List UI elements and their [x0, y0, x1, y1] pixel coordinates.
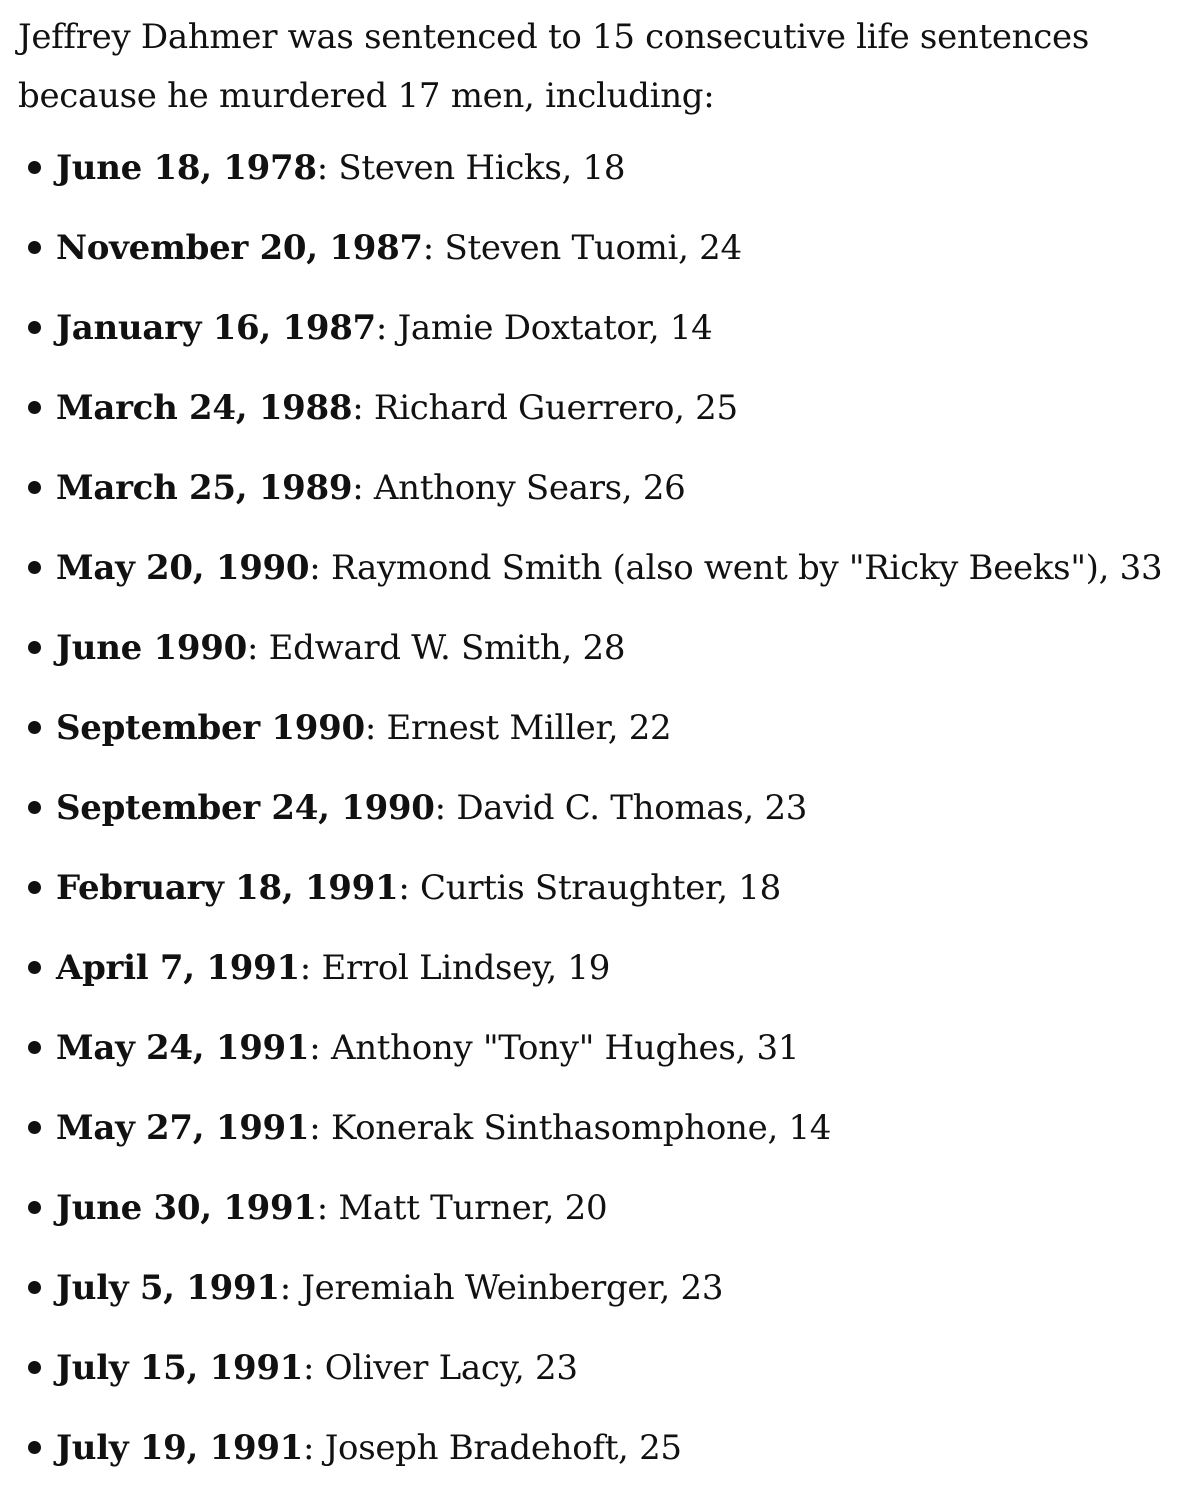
victim-details: : Jeremiah Weinberger, 23 — [279, 1268, 724, 1308]
list-item — [18, 303, 1182, 383]
victim-details: : Matt Turner, 20 — [316, 1188, 608, 1228]
list-item — [18, 463, 1182, 543]
bullet-icon — [28, 881, 41, 894]
victim-date: January 16, 1987 — [56, 308, 376, 348]
victim-date: June 18, 1978 — [56, 148, 317, 188]
bullet-icon — [28, 641, 41, 654]
victim-details: : Steven Tuomi, 24 — [422, 228, 742, 268]
bullet-icon — [28, 561, 41, 574]
bullet-icon — [28, 321, 41, 334]
list-item — [18, 223, 1182, 303]
victim-date: November 20, 1987 — [56, 228, 423, 268]
victim-date: June 30, 1991 — [56, 1188, 317, 1228]
victim-date: March 25, 1989 — [56, 468, 353, 508]
victim-date: July 15, 1991 — [56, 1348, 304, 1388]
list-item — [18, 863, 1182, 943]
bullet-icon — [28, 1361, 41, 1374]
list-item — [18, 783, 1182, 863]
list-item — [18, 943, 1182, 1023]
victim-date: July 5, 1991 — [56, 1268, 280, 1308]
victim-date: April 7, 1991 — [56, 948, 300, 988]
victim-details: : David C. Thomas, 23 — [434, 788, 808, 828]
list-item — [18, 143, 1182, 223]
victim-details: : Edward W. Smith, 28 — [246, 628, 626, 668]
bullet-icon — [28, 961, 41, 974]
list-item — [18, 703, 1182, 783]
list-item — [18, 1103, 1182, 1183]
bullet-icon — [28, 401, 41, 414]
list-item — [18, 1023, 1182, 1103]
victim-details: : Konerak Sinthasomphone, 14 — [309, 1108, 832, 1148]
victim-date: May 27, 1991 — [56, 1108, 310, 1148]
bullet-icon — [28, 1201, 41, 1214]
bullet-icon — [28, 1121, 41, 1134]
victim-details: : Anthony Sears, 26 — [352, 468, 686, 508]
victim-details: : Errol Lindsey, 19 — [299, 948, 611, 988]
victim-list — [18, 143, 1182, 1503]
victim-date: September 24, 1990 — [56, 788, 435, 828]
bullet-icon — [28, 481, 41, 494]
bullet-icon — [28, 721, 41, 734]
bullet-icon — [28, 161, 41, 174]
victim-date: June 1990 — [56, 628, 247, 668]
intro-paragraph: Jeffrey Dahmer was sentenced to 15 consecutive life sentences because he murdered 17 men, including: — [18, 17, 1089, 116]
list-item — [18, 1423, 1182, 1503]
victim-details: : Jamie Doxtator, 14 — [375, 308, 713, 348]
victim-details: : Curtis Straughter, 18 — [398, 868, 781, 908]
victim-details: : Ernest Miller, 22 — [364, 708, 672, 748]
bullet-icon — [28, 1441, 41, 1454]
victim-date: May 20, 1990 — [56, 548, 310, 588]
victim-date: July 19, 1991 — [56, 1428, 304, 1468]
list-item — [18, 383, 1182, 463]
victim-details: : Raymond Smith (also went by "Ricky Beeks"), 33 — [309, 548, 1163, 588]
victim-date: May 24, 1991 — [56, 1028, 310, 1068]
victim-details: : Joseph Bradehoft, 25 — [303, 1428, 682, 1468]
victim-details: : Richard Guerrero, 25 — [352, 388, 738, 428]
victim-date: September 1990 — [56, 708, 365, 748]
list-item — [18, 1263, 1182, 1343]
list-item — [18, 623, 1182, 703]
victim-date: March 24, 1988 — [56, 388, 353, 428]
victim-date: February 18, 1991 — [56, 868, 399, 908]
bullet-icon — [28, 1041, 41, 1054]
bullet-icon — [28, 241, 41, 254]
victim-details: : Steven Hicks, 18 — [316, 148, 626, 188]
list-item — [18, 1343, 1182, 1423]
list-item — [18, 1183, 1182, 1263]
bullet-icon — [28, 801, 41, 814]
victim-details: : Oliver Lacy, 23 — [303, 1348, 578, 1388]
victim-details: : Anthony "Tony" Hughes, 31 — [309, 1028, 800, 1068]
bullet-icon — [28, 1281, 41, 1294]
list-item — [18, 543, 1182, 623]
